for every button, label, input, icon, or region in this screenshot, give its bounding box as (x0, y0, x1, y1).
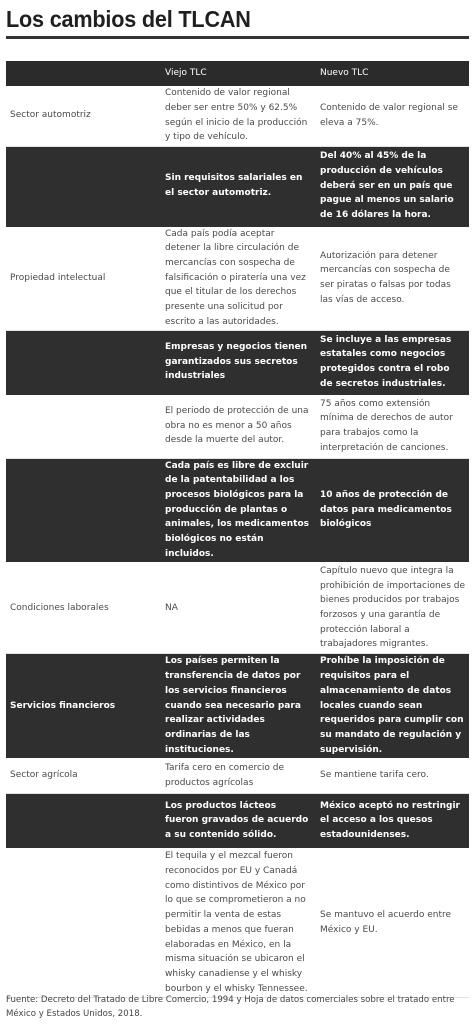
row-sector: Servicios financieros (6, 654, 161, 758)
table-row (6, 330, 469, 394)
row-sector (6, 146, 161, 226)
row-sector: Sector agrícola (6, 758, 161, 794)
table-row (6, 654, 469, 758)
title-divider (6, 36, 469, 39)
table-row (6, 226, 469, 330)
table-row (6, 794, 469, 848)
row-new-value: México aceptó no restringir el acceso a los quesos estadounidenses. (316, 794, 469, 848)
row-old-value: Sin requisitos salariales en el sector automotriz. (161, 146, 316, 226)
row-new-value: Capítulo nuevo que integra la prohibición de importaciones de bienes producidos por trabajos forzosos y una garantía de protección laboral a trabajadores migrantes. (316, 562, 469, 654)
row-old-value: Cada país podía aceptar detener la libre circulación de mercancías con sospecha de falsificación o piratería una vez que el titular de los derechos presente una solicitud por escrito a las autoridades. (161, 226, 316, 330)
row-sector (6, 848, 161, 998)
header-old-treaty: Viejo TLC (161, 61, 316, 86)
row-sector: Condiciones laborales (6, 562, 161, 654)
row-new-value: Se mantuvo el acuerdo entre México y EU. (316, 848, 469, 998)
row-new-value: Se incluye a las empresas estatales como negocios protegidos contra el robo de secretos industriales. (316, 330, 469, 394)
row-old-value: Empresas y negocios tienen garantizados sus secretos industriales (161, 330, 316, 394)
row-new-value: 10 años de protección de datos para medicamentos biológicos (316, 458, 469, 562)
row-old-value: Los países permiten la transferencia de datos por los servicios financieros cuando sea necesario para realizar actividades ordinarias de las instituciones. (161, 654, 316, 758)
table-row (6, 848, 469, 998)
row-new-value: 75 años como extensión mínima de derechos de autor para trabajos como la interpretación de canciones. (316, 394, 469, 458)
row-new-value: Del 40% al 45% de la producción de vehículos deberá ser en un país que pague al menos un salario de 16 dólares la hora. (316, 146, 469, 226)
row-old-value: El periodo de protección de una obra no es menor a 50 años desde la muerte del autor. (161, 394, 316, 458)
row-new-value: Prohíbe la imposición de requisitos para el almacenamiento de datos locales cuando sean requeridos para cumplir con su mandato de regulación y supervisión. (316, 654, 469, 758)
table-row (6, 458, 469, 562)
row-old-value: Los productos lácteos fueron gravados de acuerdo a su contenido sólido. (161, 794, 316, 848)
table-row (6, 86, 469, 146)
table-row (6, 146, 469, 226)
table-row (6, 394, 469, 458)
page-title: Los cambios del TLCAN (6, 6, 251, 32)
table-header-row (6, 61, 469, 86)
table-row (6, 758, 469, 794)
row-sector: Sector automotriz (6, 86, 161, 146)
row-old-value: El tequila y el mezcal fueron reconocidos por EU y Canadá como distintivos de México por lo que se comprometieron a no permitir la venta de estas bebidas a menos que fueran elaboradas en México, en la misma situación se ubicaron el whisky canadiense y el whisky bourbon y el whisky Tennessee. (161, 848, 316, 998)
row-old-value: Tarifa cero en comercio de productos agrícolas (161, 758, 316, 794)
row-new-value: Contenido de valor regional se eleva a 75%. (316, 86, 469, 146)
header-sector (6, 61, 161, 86)
row-new-value: Se mantiene tarifa cero. (316, 758, 469, 794)
source-note: Fuente: Decreto del Tratado de Libre Comercio, 1994 y Hoja de datos comerciales sobre el tratado entre México y Estados Unidos, 2018. (6, 995, 455, 1019)
row-new-value: Autorización para detener mercancías con sospecha de ser piratas o falsas por todas las vías de acceso. (316, 226, 469, 330)
header-new-treaty: Nuevo TLC (316, 61, 469, 86)
row-sector (6, 330, 161, 394)
table-row (6, 562, 469, 654)
row-old-value: NA (161, 562, 316, 654)
row-sector (6, 458, 161, 562)
row-old-value: Contenido de valor regional deber ser entre 50% y 62.5% según el inicio de la producción y tipo de vehículo. (161, 86, 316, 146)
row-old-value: Cada país es libre de excluir de la patentabilidad a los procesos biológicos para la producción de plantas o animales, los medicamentos biológicos no están incluidos. (161, 458, 316, 562)
comparison-table (6, 61, 469, 998)
row-sector (6, 394, 161, 458)
row-sector: Propiedad intelectual (6, 226, 161, 330)
row-sector (6, 794, 161, 848)
